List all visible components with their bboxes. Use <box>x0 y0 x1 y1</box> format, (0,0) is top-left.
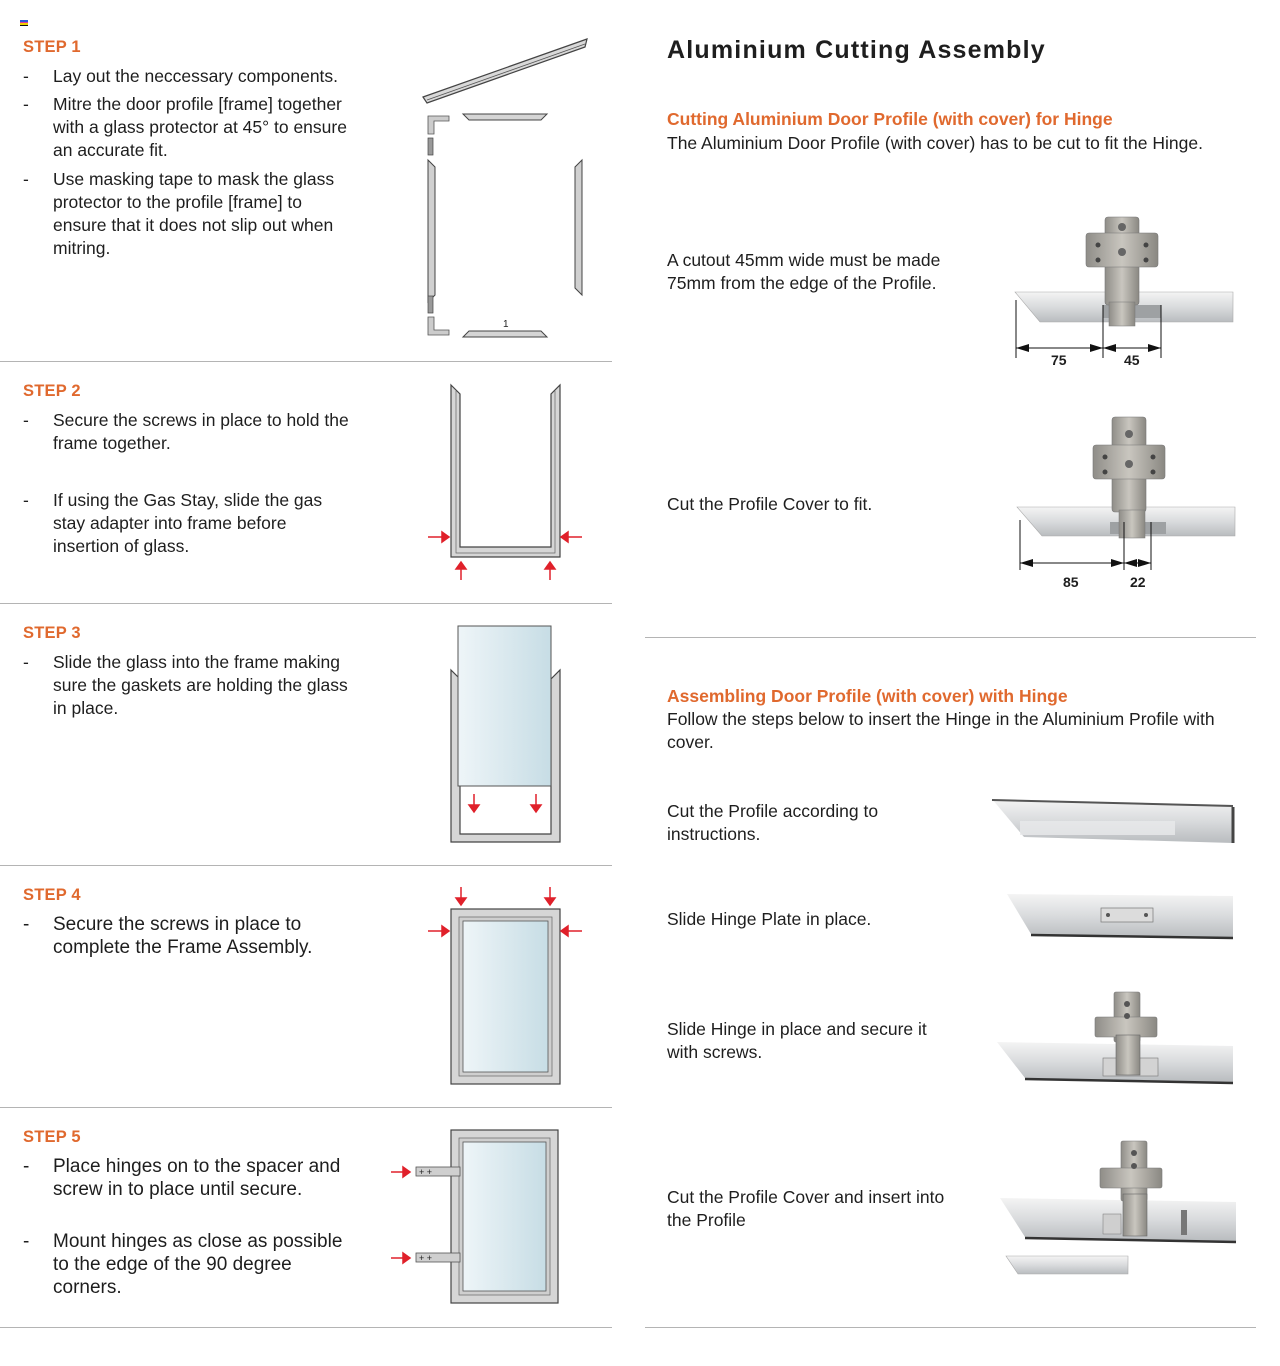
step-bullet: - Secure the screws in place to complete the Frame Assembly. <box>23 914 313 958</box>
cover-insert-photo <box>998 1138 1238 1278</box>
divider <box>645 1327 1256 1328</box>
step-title: STEP 4 <box>23 886 81 904</box>
cover-cut-diagram <box>1015 412 1237 592</box>
svg-text:+ +: + + <box>419 1167 433 1177</box>
aluminium-cutting-assembly <box>645 0 1280 1366</box>
u-frame-illustration <box>420 377 590 587</box>
frame-components-illustration <box>415 35 595 345</box>
cutting-step-text: A cutout 45mm wide must be made 75mm from the edge of the Profile. <box>667 250 941 293</box>
svg-text:+ +: + + <box>419 1253 433 1263</box>
step-bullet: - Lay out the neccessary components. <box>23 66 339 86</box>
step-2 <box>0 362 612 604</box>
step-title: STEP 1 <box>23 38 81 56</box>
step-bullet: - If using the Gas Stay, slide the gas stay adapter into frame before insertion of glass. <box>23 490 323 556</box>
frame-with-hinges-illustration <box>385 1126 565 1308</box>
arrow-icon <box>391 1167 410 1263</box>
assembling-heading: Assembling Door Profile (with cover) with Hinge <box>667 686 1068 706</box>
step-title: STEP 2 <box>23 382 81 400</box>
assembly-step-text: Cut the Profile according to instructions. <box>667 801 879 844</box>
frame-assembly-steps <box>0 0 612 1366</box>
cutting-heading: Cutting Aluminium Door Profile (with cover) for Hinge <box>667 109 1113 129</box>
complete-frame-illustration <box>420 881 590 1091</box>
step-3 <box>0 604 612 866</box>
assembling-intro: Follow the steps below to insert the Hinge in the Aluminium Profile with cover. <box>667 709 1215 752</box>
step-bullet: - Secure the screws in place to hold the frame together. <box>23 410 349 453</box>
svg-text:45: 45 <box>1124 352 1140 368</box>
assembly-step-text: Slide Hinge Plate in place. <box>667 909 872 929</box>
page-title: Aluminium Cutting Assembly <box>667 36 1046 64</box>
step-title: STEP 5 <box>23 1128 81 1146</box>
step-bullet: - Use masking tape to mask the glass protector to the profile [frame] to ensure that it does not slip out when mitring. <box>23 169 335 258</box>
cut-profile-photo <box>990 795 1235 847</box>
step-bullet: - Place hinges on to the spacer and screw in to place until secure. <box>23 1156 341 1200</box>
glass-slide-illustration <box>430 622 580 847</box>
step-4 <box>0 866 612 1108</box>
arrow-icon <box>469 794 541 812</box>
divider <box>645 637 1256 638</box>
svg-text:75: 75 <box>1051 352 1067 368</box>
svg-text:85: 85 <box>1063 574 1079 590</box>
assembly-step-text: Slide Hinge in place and secure it with screws. <box>667 1019 927 1062</box>
cutting-intro: The Aluminium Door Profile (with cover) has to be cut to fit the Hinge. <box>667 133 1203 153</box>
step-5 <box>0 1108 612 1328</box>
assembly-step-text: Cut the Profile Cover and insert into the Profile <box>667 1187 945 1230</box>
step-bullet: - Mitre the door profile [frame] together with a glass protector at 45° to ensure an accurate fit. <box>23 94 347 160</box>
step-bullet: - Mount hinges as close as possible to the edge of the 90 degree corners. <box>23 1231 343 1298</box>
cutting-step-text: Cut the Profile Cover to fit. <box>667 494 873 514</box>
step-1 <box>0 0 612 362</box>
step-title: STEP 3 <box>23 624 81 642</box>
step-bullet: - Slide the glass into the frame making sure the gaskets are holding the glass in place. <box>23 652 348 718</box>
svg-text:22: 22 <box>1130 574 1146 590</box>
svg-text:1: 1 <box>503 319 509 330</box>
divider <box>0 1327 612 1328</box>
hinge-installed-photo <box>995 990 1235 1090</box>
hinge-cutout-diagram <box>1013 200 1235 370</box>
hinge-plate-photo <box>1005 890 1235 942</box>
